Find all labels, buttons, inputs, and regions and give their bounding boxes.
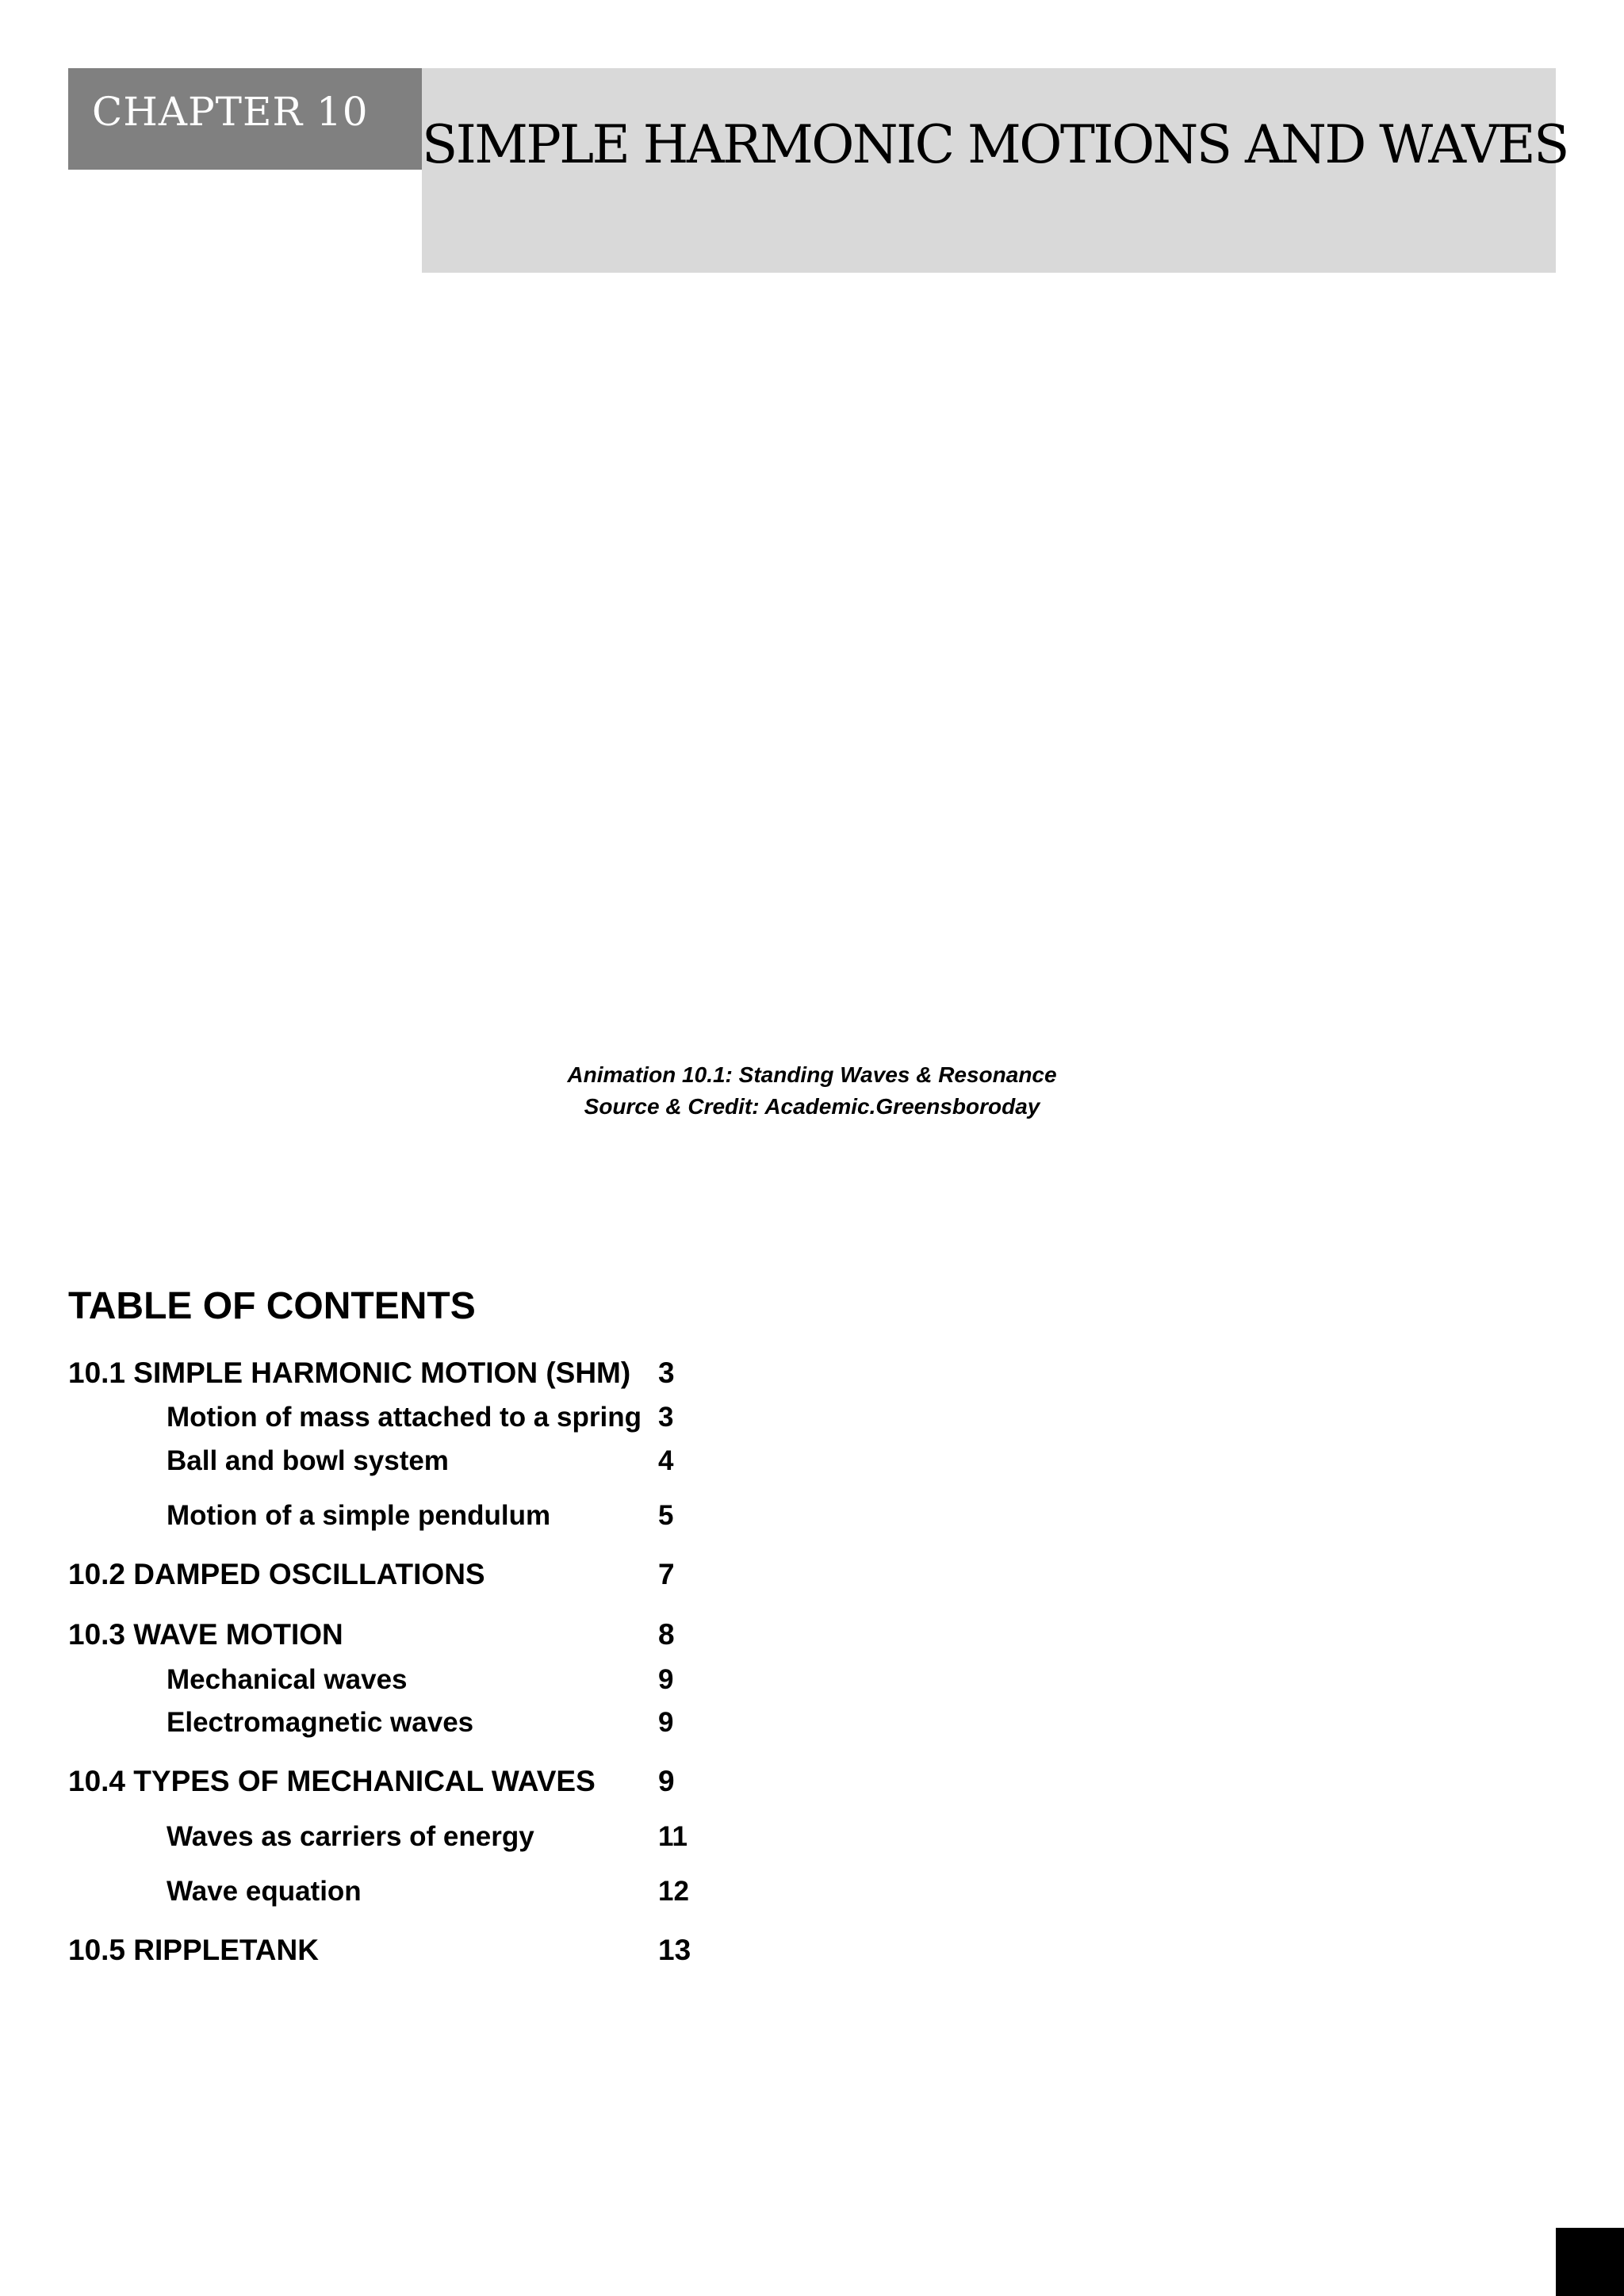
toc-entry-title: Electromagnetic waves xyxy=(167,1707,474,1738)
toc-entry-page: 12 xyxy=(658,1876,689,1907)
toc-entry-title: 10.2 DAMPED OSCILLATIONS xyxy=(68,1558,485,1590)
chapter-label: CHAPTER 10 xyxy=(92,89,369,135)
chapter-label-box xyxy=(68,68,422,170)
chapter-title-box xyxy=(422,68,1568,273)
page-corner-marker xyxy=(1556,2228,1624,2296)
toc-entry-title: Motion of a simple pendulum xyxy=(167,1500,551,1531)
toc-entry-title: 10.3 WAVE MOTION xyxy=(68,1618,343,1651)
chapter-title: SIMPLE HARMONIC MOTIONS AND WAVES xyxy=(422,114,1568,175)
toc-entry-page: 8 xyxy=(658,1618,675,1651)
toc-entry-title: Wave equation xyxy=(167,1876,362,1907)
toc-entry-page: 5 xyxy=(658,1500,674,1531)
toc-entry-title: Mechanical waves xyxy=(167,1664,408,1695)
toc-entry-title: Motion of mass attached to a spring xyxy=(167,1402,642,1433)
animation-caption: Animation 10.1: Standing Waves & Resonance xyxy=(567,1062,1057,1087)
toc-entry-page: 13 xyxy=(658,1934,691,1966)
toc-entry-page: 9 xyxy=(658,1664,674,1695)
toc-entry-title: 10.5 RIPPLETANK xyxy=(68,1934,319,1966)
toc-entry-page: 9 xyxy=(658,1707,674,1738)
toc-entry-page: 3 xyxy=(658,1402,674,1433)
animation-credit: Source & Credit: Academic.Greensboroday xyxy=(584,1094,1040,1119)
toc-entry-page: 7 xyxy=(658,1558,675,1590)
toc-heading: TABLE OF CONTENTS xyxy=(68,1285,476,1327)
toc-entry-page: 4 xyxy=(658,1445,674,1476)
toc-entry-page: 9 xyxy=(658,1765,675,1797)
toc-entry-title: Ball and bowl system xyxy=(167,1445,449,1476)
toc-entry-page: 3 xyxy=(658,1357,675,1389)
toc-entry-title: 10.4 TYPES OF MECHANICAL WAVES xyxy=(68,1765,596,1797)
toc-entry-page: 11 xyxy=(658,1821,688,1852)
toc-entry-title: Waves as carriers of energy xyxy=(167,1821,534,1852)
toc-entry-title: 10.1 SIMPLE HARMONIC MOTION (SHM) xyxy=(68,1357,631,1389)
